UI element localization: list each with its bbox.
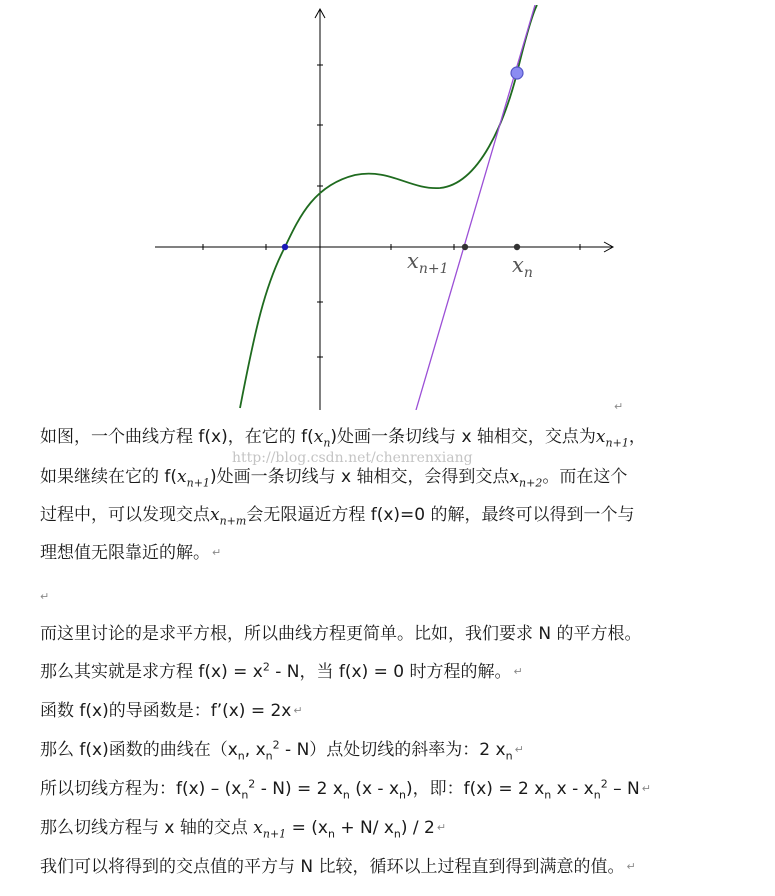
paragraph-mark: ↵ xyxy=(614,400,624,413)
para2-line3: 函数 f(x)的导函数是：f’(x) = 2x ↵ xyxy=(40,701,303,721)
xn-point xyxy=(514,244,520,250)
para2-line5: 所以切线方程为：$f(x) - (x_n^2 - N) = 2$ $x_n$ $(x - x_n)$，即：f(x) = 2 $x_n$ x - $x_n^2$ – N ↵ xyxy=(40,777,651,802)
watermark: http://blog.csdn.net/chenrenxiang xyxy=(232,450,473,466)
label-xn1: $x_{n+1}$ xyxy=(407,249,449,277)
para2-line2: 那么其实就是求方程 $f(x) = x^2 - N$，当 f(x) = 0 时方程的解。 ↵ xyxy=(40,660,523,682)
para1-line1: 如图，一个曲线方程 f(x)，在它的 $f(x_n)$处画一条切线与 x 轴相交，交点为$x_{n+1}$， xyxy=(40,427,646,450)
empty-paragraph-mark: ↵ xyxy=(40,590,50,603)
para1-line4: 理想值无限靠近的解。 ↵ xyxy=(40,543,222,563)
para2-line1: 而这里讨论的是求平方根，所以曲线方程更简单。比如，我们要求 N 的平方根。 xyxy=(40,624,642,644)
tangent-line xyxy=(416,5,535,410)
label-xn: $x_n$ xyxy=(512,253,533,281)
cubic-curve xyxy=(240,5,537,408)
xn1-point xyxy=(462,244,468,250)
para1-line3: 过程中，可以发现交点$x_{n+m}$会无限逼近方程 f(x)=0 的解，最终可以得到一个与 xyxy=(40,505,635,528)
para2-line6: 那么切线方程与 x 轴的交点 $x_{n+1} = (x_n + N/$ $x_n) / 2$ ↵ xyxy=(40,818,447,841)
para1-line2: 如果继续在它的 $f(x_{n+1})$处画一条切线与 x 轴相交，会得到交点$x_{n+2}$。而在这个 xyxy=(40,467,628,490)
root-point xyxy=(282,244,288,250)
para2-line4: 那么 f(x)函数的曲线在（$x_n$, $x_n^2 - N$）点处切线的斜率为：2 $x_n$ ↵ xyxy=(40,738,524,763)
para2-line7: 我们可以将得到的交点值的平方与 N 比较，循环以上过程直到得到满意的值。 ↵ xyxy=(40,857,636,877)
tangent-point xyxy=(511,67,523,79)
newton-method-figure xyxy=(0,0,775,415)
